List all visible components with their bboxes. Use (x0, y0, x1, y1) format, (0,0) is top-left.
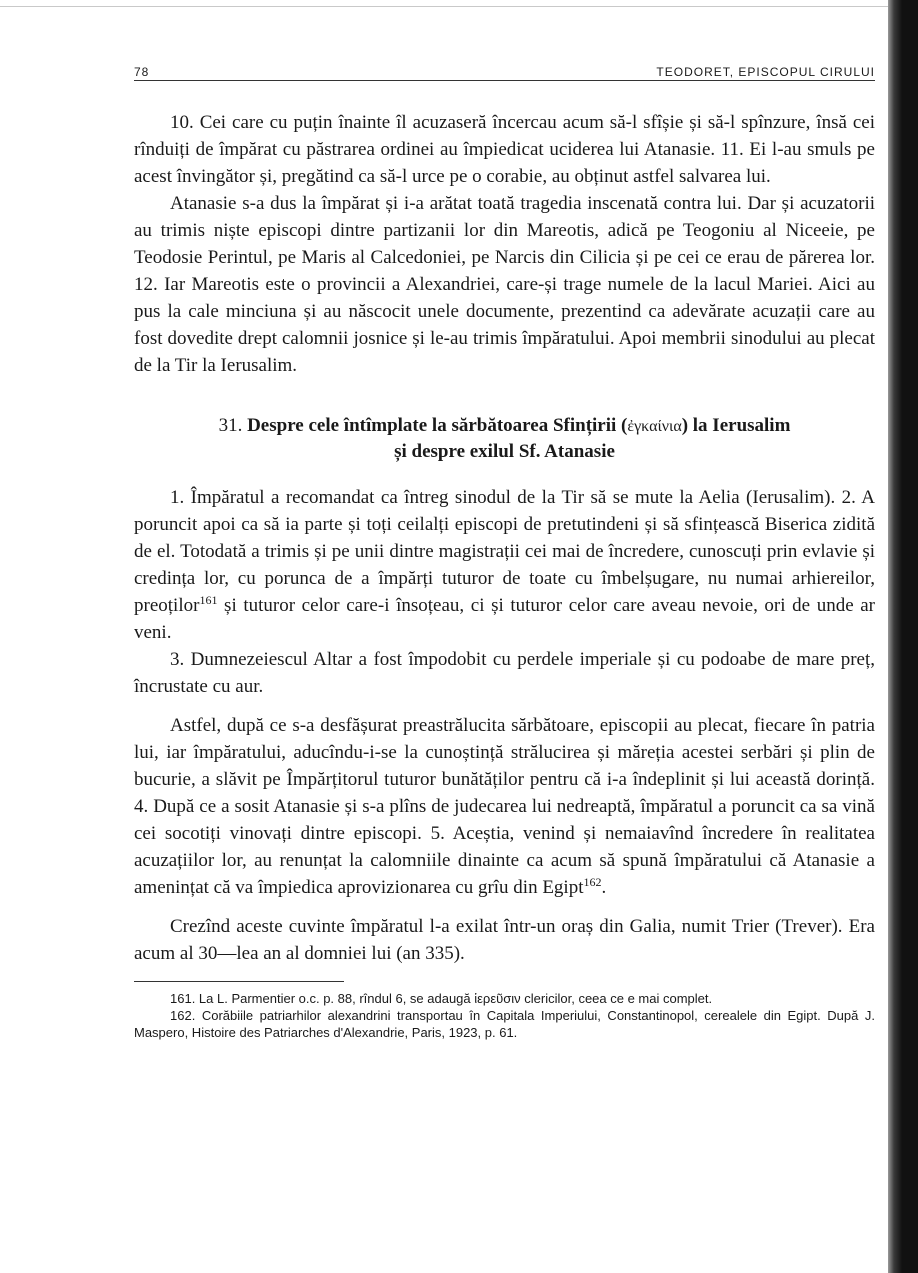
page-number: 78 (134, 65, 150, 79)
paragraph-text: și tuturor celor care-i însoțeau, ci și tuturor celor care aveau nevoie, ori de unde ar veni. (134, 595, 875, 643)
running-title: TEODORET, EPISCOPUL CIRULUI (656, 65, 875, 79)
paragraph: Crezînd aceste cuvinte împăratul l-a exilat într-un oraș din Galia, numit Trier (Trever). Era acum al 30—lea an al domniei lui (an 335). (134, 916, 875, 964)
book-spine-shadow (888, 0, 918, 1273)
section-title-part1: Despre cele întîmplate la sărbătoarea Sfințirii ( (247, 415, 628, 436)
scan-edge-line (0, 6, 890, 7)
section-number: 31. (218, 415, 243, 436)
paragraph-text: Astfel, după ce s-a desfășurat preastrălucita sărbătoare, episcopii au plecat, fiecare în patria lui, iar împăratului, aducîndu-i-se la cunoștință strălucirea și măreția acestei serbări și plin de bucurie, a slăvit pe Împărțitorul tuturor bunătăților pentru că i-a îndeplinit și lui această dorință. 4. După ce a sosit Atanasie și s-a plîns de judecarea lui nedreaptă, împăratul a poruncit ca sa vină cei socotiți vinovați dintre episcopi. 5. Aceștia, venind și nemaiavînd încredere în realitatea acuzațiilor lor, au renunțat la calomniile dinainte ca acum să spună împăratului că Atanasie a amenințat că va împiedica aprovizionarea cu grîu din Egipt (134, 715, 875, 898)
footnote-text: 161. La L. Parmentier o.c. p. 88, rîndul 6, se adaugă (170, 991, 475, 1006)
paragraph-text: 1. Împăratul a recomandat ca întreg sinodul de la Tir să se mute la Aelia (Ierusalim). 2. A poruncit apoi ca să ia parte și toți ceilalți episcopi de pretutindeni și să sfințească Biserica zidită de el. Totodată a trimis și pe unii dintre magistrații cei mai de încredere, cunoscuți prin evlavie și credința lor, cu porunca de a împărți tuturor de toate cu îmbelșugare, nu numai arhiereilor, preoților (134, 487, 875, 616)
running-header (134, 58, 875, 81)
footnotes (134, 990, 875, 1041)
footnote-ref-161: 161 (199, 593, 218, 607)
section-title-greek: ἐγκαίνια (627, 418, 682, 435)
main-text (134, 109, 875, 967)
paragraph: 3. Dumnezeiescul Altar a fost împodobit cu perdele imperiale și cu podoabe de mare preț, încrustate cu aur. (134, 649, 875, 697)
paragraph-text: . (601, 877, 607, 898)
footnote-162: 162. Corăbiile patriarhilor alexandrini transportau în Capitala Imperiului, Constantinopol, cerealele din Egipt. După J. Maspero, Histoire des Patriarches d'Alexandrie, Paris, 1923, p. 61. (134, 1008, 875, 1040)
section-title-line2: și despre exilul Sf. Atanasie (394, 441, 615, 462)
section-heading (134, 413, 875, 464)
footnote-161 (134, 990, 875, 1007)
paragraph (134, 484, 875, 646)
section-title-part2: ) la Ierusalim (681, 415, 791, 436)
footnote-ref-162: 162 (583, 875, 602, 889)
paragraph (134, 712, 875, 901)
footnote-greek: ἱερεῦσιν (474, 991, 521, 1006)
footnote-separator (134, 981, 344, 982)
book-page (134, 58, 875, 1041)
paragraph: Atanasie s-a dus la împărat și i-a arătat toată tragedia inscenată contra lui. Dar și acuzatorii au trimis niște episcopi dintre partizanii lor din Mareotis, adică pe Teogoniu al Niceeie, pe Teodosie Perintul, pe Maris al Calcedoniei, pe Narcis din Cilicia și pe cei ce erau de părerea lor. 12. Iar Mareotis este o provincii a Alexandriei, care-și trage numele de la lacul Mariei. Aici au pus la cale minciuna și au născocit unele documente, prezentind ca adevărate acuzații care au fost dovedite drept calomnii josnice și le-au trimis împăratului. Apoi membrii sinodului au plecat de la Tir la Ierusalim. (134, 193, 875, 376)
footnote-text: clericilor, ceea ce e mai complet. (520, 991, 713, 1006)
paragraph: 10. Cei care cu puțin înainte îl acuzaseră încercau acum să-l sfîșie și să-l spînzure, însă cei rînduiți de împărat cu păstrarea ordinei au împiedicat uciderea lui Atanasie. 11. Ei l-au smuls pe acest învingător și, pregătind ca să-l urce pe o corabie, au obținut astfel salvarea lui. (134, 112, 875, 187)
